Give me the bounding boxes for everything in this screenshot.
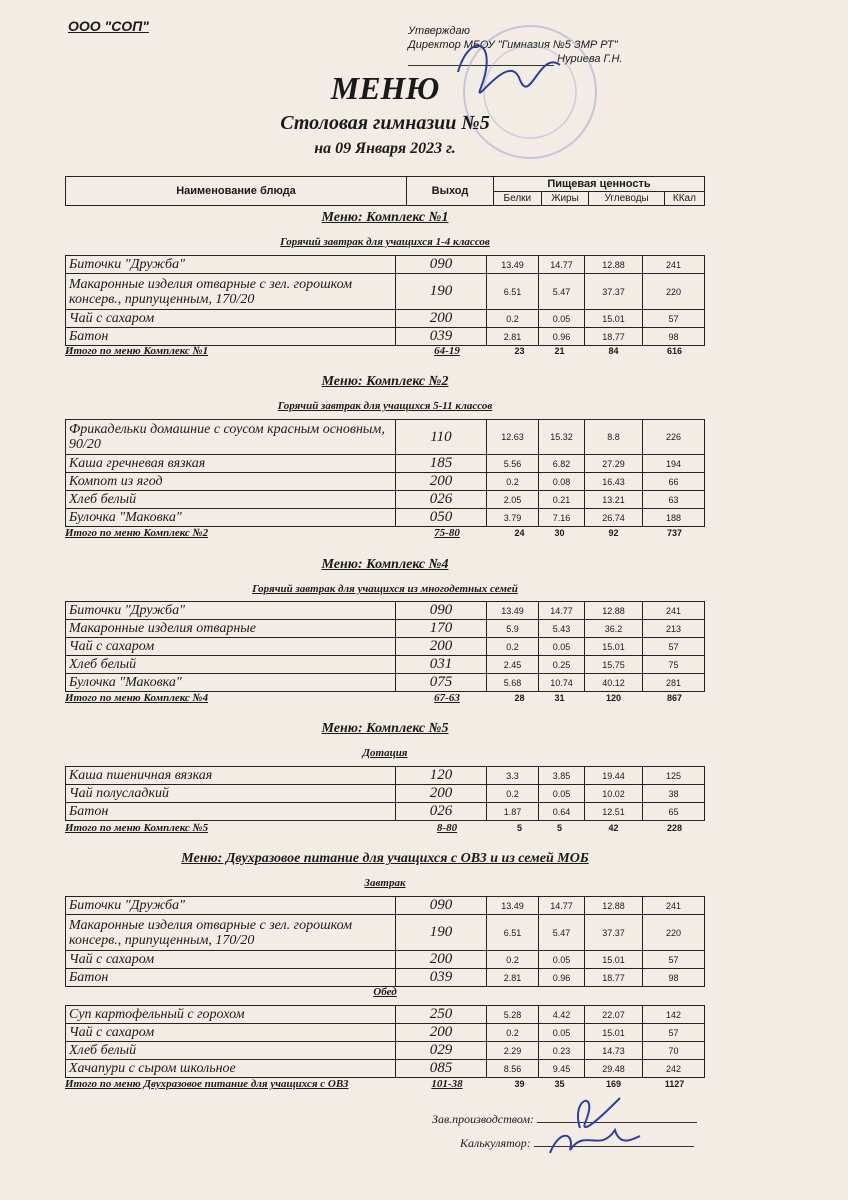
dish-name: Макаронные изделия отварные с зел. горошком консерв., припущенным, 170/20 — [66, 915, 396, 951]
dish-carbs: 27.29 — [585, 455, 643, 473]
dish-carbs: 10.02 — [585, 785, 643, 803]
header-fat: Жиры — [541, 192, 589, 206]
page-title: МЕНЮ — [330, 70, 440, 106]
approval-line2: Директор МБОУ "Гимназия №5 ЗМР РТ" — [408, 39, 618, 51]
total-fat: 30 — [554, 528, 565, 538]
section-title: Меню: Двухразовое питание для учащихся с ОВЗ и из семей МОБ — [181, 851, 589, 866]
total-carbs: 92 — [608, 528, 619, 538]
dish-output: 200 — [396, 951, 487, 969]
dish-protein: 6.51 — [487, 274, 539, 310]
dish-name: Макаронные изделия отварные — [66, 620, 396, 638]
dish-kcal: 142 — [643, 1006, 705, 1024]
dish-kcal: 281 — [643, 674, 705, 692]
dish-protein: 0.2 — [487, 310, 539, 328]
dish-name: Хлеб белый — [66, 1042, 396, 1060]
table-row — [66, 915, 705, 951]
dish-fat: 0.96 — [539, 328, 585, 346]
table-row — [66, 328, 705, 346]
section-title: Меню: Комплекс №1 — [321, 210, 449, 225]
dish-fat: 15.32 — [539, 420, 585, 455]
total-carbs: 84 — [608, 346, 619, 356]
total-kcal: 1127 — [664, 1079, 685, 1089]
section-subtitle: Завтрак — [364, 877, 406, 889]
total-kcal: 867 — [666, 693, 683, 703]
approval-name: Нуриева Г.Н. — [557, 53, 623, 65]
total-kcal: 737 — [666, 528, 683, 538]
dish-protein: 2.81 — [487, 969, 539, 987]
total-protein: 28 — [514, 693, 525, 703]
dish-name: Суп картофельный с горохом — [66, 1006, 396, 1024]
dish-output: 075 — [396, 674, 487, 692]
total-row — [65, 345, 705, 359]
dish-kcal: 213 — [643, 620, 705, 638]
table-row — [66, 951, 705, 969]
dish-carbs: 40.12 — [585, 674, 643, 692]
dish-output: 085 — [396, 1060, 487, 1078]
total-label: Итого по меню Двухразовое питание для учащихся с ОВЗ — [65, 1078, 349, 1090]
section-subtitle: Горячий завтрак для учащихся 5-11 классов — [277, 400, 493, 412]
table-row — [66, 638, 705, 656]
table-row — [66, 420, 705, 455]
total-label: Итого по меню Комплекс №4 — [65, 692, 209, 704]
dish-name: Чай с сахаром — [66, 310, 396, 328]
dish-protein: 2.81 — [487, 328, 539, 346]
dish-kcal: 38 — [643, 785, 705, 803]
total-output: 64-19 — [434, 345, 460, 357]
table-row — [66, 274, 705, 310]
dish-carbs: 26.74 — [585, 509, 643, 527]
dish-name: Чай с сахаром — [66, 638, 396, 656]
dish-fat: 0.21 — [539, 491, 585, 509]
dish-kcal: 241 — [643, 897, 705, 915]
dish-carbs: 15.01 — [585, 638, 643, 656]
dish-fat: 0.64 — [539, 803, 585, 821]
dish-name: Биточки "Дружба" — [66, 602, 396, 620]
dish-carbs: 12.88 — [585, 602, 643, 620]
total-fat: 5 — [556, 823, 562, 833]
header-nutrition: Пищевая ценность — [494, 177, 705, 192]
dish-output: 090 — [396, 897, 487, 915]
dish-carbs: 12.88 — [585, 897, 643, 915]
dish-kcal: 70 — [643, 1042, 705, 1060]
dish-output: 039 — [396, 969, 487, 987]
dish-name: Макаронные изделия отварные с зел. горошком консерв., припущенным, 170/20 — [66, 274, 396, 310]
table-row — [66, 491, 705, 509]
dish-name: Булочка "Маковка" — [66, 674, 396, 692]
dish-kcal: 98 — [643, 328, 705, 346]
table-row — [66, 969, 705, 987]
dish-protein: 3.3 — [487, 767, 539, 785]
dish-protein: 0.2 — [487, 785, 539, 803]
total-output: 75-80 — [434, 527, 460, 539]
dish-name: Каша гречневая вязкая — [66, 455, 396, 473]
dish-name: Чай с сахаром — [66, 1024, 396, 1042]
dish-name: Батон — [66, 328, 396, 346]
dish-fat: 5.47 — [539, 915, 585, 951]
dish-fat: 0.96 — [539, 969, 585, 987]
dishes-table — [65, 896, 705, 987]
calculator-label: Калькулятор: — [460, 1136, 531, 1150]
table-row — [66, 1006, 705, 1024]
dish-protein: 1.87 — [487, 803, 539, 821]
dish-fat: 14.77 — [539, 602, 585, 620]
dish-name: Батон — [66, 969, 396, 987]
dish-carbs: 13.21 — [585, 491, 643, 509]
total-row — [65, 822, 705, 836]
dish-carbs: 15.75 — [585, 656, 643, 674]
dish-protein: 0.2 — [487, 1024, 539, 1042]
dish-kcal: 57 — [643, 310, 705, 328]
dish-fat: 10.74 — [539, 674, 585, 692]
dish-output: 120 — [396, 767, 487, 785]
dish-name: Каша пшеничная вязкая — [66, 767, 396, 785]
dish-fat: 6.82 — [539, 455, 585, 473]
section-subtitle: Горячий завтрак для учащихся 1-4 классов — [280, 236, 490, 248]
dish-kcal: 194 — [643, 455, 705, 473]
table-header — [65, 176, 705, 206]
dish-carbs: 19.44 — [585, 767, 643, 785]
dish-fat: 7.16 — [539, 509, 585, 527]
dish-fat: 0.08 — [539, 473, 585, 491]
dish-fat: 0.25 — [539, 656, 585, 674]
total-carbs: 42 — [608, 823, 619, 833]
dish-protein: 8.56 — [487, 1060, 539, 1078]
total-kcal: 616 — [666, 346, 683, 356]
dish-output: 200 — [396, 638, 487, 656]
section-subtitle-2: Обед — [373, 986, 397, 998]
total-output: 8-80 — [436, 822, 458, 834]
section-subtitle: Дотация — [362, 747, 408, 759]
table-row — [66, 602, 705, 620]
dish-kcal: 57 — [643, 1024, 705, 1042]
dish-carbs: 18.77 — [585, 969, 643, 987]
dish-fat: 0.05 — [539, 638, 585, 656]
dish-kcal: 125 — [643, 767, 705, 785]
total-fat: 21 — [554, 346, 565, 356]
dish-fat: 0.23 — [539, 1042, 585, 1060]
table-row — [66, 674, 705, 692]
handwritten-signatures — [540, 1078, 650, 1158]
dish-carbs: 37.37 — [585, 274, 643, 310]
section-title: Меню: Комплекс №5 — [321, 721, 449, 736]
dishes-table — [65, 1005, 705, 1078]
table-row — [66, 767, 705, 785]
total-label: Итого по меню Комплекс №5 — [65, 822, 209, 834]
dish-kcal: 66 — [643, 473, 705, 491]
total-fat: 35 — [554, 1079, 565, 1089]
dish-carbs: 15.01 — [585, 1024, 643, 1042]
dish-kcal: 220 — [643, 915, 705, 951]
dish-name: Компот из ягод — [66, 473, 396, 491]
dish-kcal: 226 — [643, 420, 705, 455]
dish-output: 110 — [396, 420, 487, 455]
total-protein: 24 — [514, 528, 525, 538]
dish-output: 031 — [396, 656, 487, 674]
dish-fat: 14.77 — [539, 256, 585, 274]
dish-carbs: 8.8 — [585, 420, 643, 455]
dish-output: 190 — [396, 274, 487, 310]
total-protein: 39 — [514, 1079, 525, 1089]
dishes-table — [65, 255, 705, 346]
dish-kcal: 220 — [643, 274, 705, 310]
dish-protein: 3.79 — [487, 509, 539, 527]
dish-kcal: 63 — [643, 491, 705, 509]
table-row — [66, 656, 705, 674]
dish-carbs: 16.43 — [585, 473, 643, 491]
dish-carbs: 22.07 — [585, 1006, 643, 1024]
dish-name: Хлеб белый — [66, 656, 396, 674]
header-name: Наименование блюда — [66, 177, 407, 206]
dish-output: 200 — [396, 473, 487, 491]
page-subtitle: Столовая гимназии №5 — [280, 112, 490, 134]
dish-kcal: 241 — [643, 256, 705, 274]
dish-carbs: 12.51 — [585, 803, 643, 821]
total-label: Итого по меню Комплекс №2 — [65, 527, 209, 539]
total-carbs: 169 — [605, 1079, 622, 1089]
table-row — [66, 1024, 705, 1042]
dish-fat: 3.85 — [539, 767, 585, 785]
total-label: Итого по меню Комплекс №1 — [65, 345, 209, 357]
dish-protein: 0.2 — [487, 473, 539, 491]
dish-kcal: 188 — [643, 509, 705, 527]
section-subtitle: Горячий завтрак для учащихся из многодетных семей — [252, 583, 518, 595]
dish-name: Батон — [66, 803, 396, 821]
dish-protein: 5.68 — [487, 674, 539, 692]
dish-output: 026 — [396, 803, 487, 821]
header-kcal: ККал — [664, 192, 704, 206]
dish-name: Биточки "Дружба" — [66, 897, 396, 915]
dish-name: Хачапури с сыром школьное — [66, 1060, 396, 1078]
dish-kcal: 57 — [643, 638, 705, 656]
dish-protein: 5.9 — [487, 620, 539, 638]
dish-kcal: 98 — [643, 969, 705, 987]
dish-carbs: 15.01 — [585, 951, 643, 969]
section-title: Меню: Комплекс №4 — [321, 557, 449, 572]
dish-output: 090 — [396, 256, 487, 274]
total-output: 101-38 — [431, 1078, 463, 1090]
section-title: Меню: Комплекс №2 — [321, 374, 449, 389]
organization-name: ООО "СОП" — [68, 18, 149, 34]
dish-output: 250 — [396, 1006, 487, 1024]
total-protein: 23 — [514, 346, 525, 356]
total-protein: 5 — [516, 823, 522, 833]
dish-fat: 0.05 — [539, 951, 585, 969]
dish-protein: 5.28 — [487, 1006, 539, 1024]
dish-output: 200 — [396, 785, 487, 803]
dish-name: Хлеб белый — [66, 491, 396, 509]
dish-carbs: 29.48 — [585, 1060, 643, 1078]
total-fat: 31 — [554, 693, 565, 703]
dish-fat: 0.05 — [539, 310, 585, 328]
total-kcal: 228 — [666, 823, 683, 833]
dish-output: 200 — [396, 1024, 487, 1042]
dish-carbs: 37.37 — [585, 915, 643, 951]
dish-kcal: 57 — [643, 951, 705, 969]
dish-carbs: 12.88 — [585, 256, 643, 274]
table-row — [66, 897, 705, 915]
total-row — [65, 692, 705, 706]
dish-carbs: 36.2 — [585, 620, 643, 638]
dish-output: 190 — [396, 915, 487, 951]
dish-fat: 4.42 — [539, 1006, 585, 1024]
dish-kcal: 75 — [643, 656, 705, 674]
dish-protein: 13.49 — [487, 256, 539, 274]
dish-protein: 0.2 — [487, 951, 539, 969]
table-row — [66, 1060, 705, 1078]
dish-fat: 14.77 — [539, 897, 585, 915]
dishes-table — [65, 766, 705, 821]
production-label: Зав.производством: — [432, 1112, 535, 1126]
dish-carbs: 15.01 — [585, 310, 643, 328]
total-output: 67-63 — [434, 692, 460, 704]
dish-output: 170 — [396, 620, 487, 638]
header-carbs: Углеводы — [589, 192, 665, 206]
table-row — [66, 473, 705, 491]
table-row — [66, 455, 705, 473]
dish-fat: 5.47 — [539, 274, 585, 310]
menu-date: на 09 Января 2023 г. — [314, 140, 456, 157]
dish-name: Булочка "Маковка" — [66, 509, 396, 527]
dish-fat: 0.05 — [539, 785, 585, 803]
dish-fat: 5.43 — [539, 620, 585, 638]
dish-output: 185 — [396, 455, 487, 473]
dish-protein: 2.29 — [487, 1042, 539, 1060]
dish-protein: 0.2 — [487, 638, 539, 656]
dish-protein: 2.45 — [487, 656, 539, 674]
dish-kcal: 241 — [643, 602, 705, 620]
dish-protein: 13.49 — [487, 897, 539, 915]
dish-output: 050 — [396, 509, 487, 527]
dish-carbs: 14.73 — [585, 1042, 643, 1060]
table-row — [66, 509, 705, 527]
dish-name: Биточки "Дружба" — [66, 256, 396, 274]
dish-name: Фрикадельки домашние с соусом красным основным, 90/20 — [66, 420, 396, 455]
table-row — [66, 803, 705, 821]
dish-protein: 13.49 — [487, 602, 539, 620]
approval-line1: Утверждаю — [408, 25, 470, 37]
dish-kcal: 65 — [643, 803, 705, 821]
table-row — [66, 310, 705, 328]
table-row — [66, 256, 705, 274]
dish-protein: 5.56 — [487, 455, 539, 473]
dish-output: 200 — [396, 310, 487, 328]
dish-name: Чай полусладкий — [66, 785, 396, 803]
dish-protein: 2.05 — [487, 491, 539, 509]
dishes-table — [65, 419, 705, 527]
dish-output: 026 — [396, 491, 487, 509]
total-carbs: 120 — [605, 693, 622, 703]
dish-fat: 0.05 — [539, 1024, 585, 1042]
dishes-table — [65, 601, 705, 692]
table-row — [66, 1042, 705, 1060]
dish-carbs: 18.77 — [585, 328, 643, 346]
table-row — [66, 785, 705, 803]
dish-kcal: 242 — [643, 1060, 705, 1078]
header-protein: Белки — [494, 192, 542, 206]
dish-protein: 12.63 — [487, 420, 539, 455]
total-row — [65, 527, 705, 541]
dish-fat: 9.45 — [539, 1060, 585, 1078]
dish-protein: 6.51 — [487, 915, 539, 951]
header-output: Выход — [407, 177, 494, 206]
dish-output: 029 — [396, 1042, 487, 1060]
table-row — [66, 620, 705, 638]
dish-output: 090 — [396, 602, 487, 620]
dish-name: Чай с сахаром — [66, 951, 396, 969]
dish-output: 039 — [396, 328, 487, 346]
